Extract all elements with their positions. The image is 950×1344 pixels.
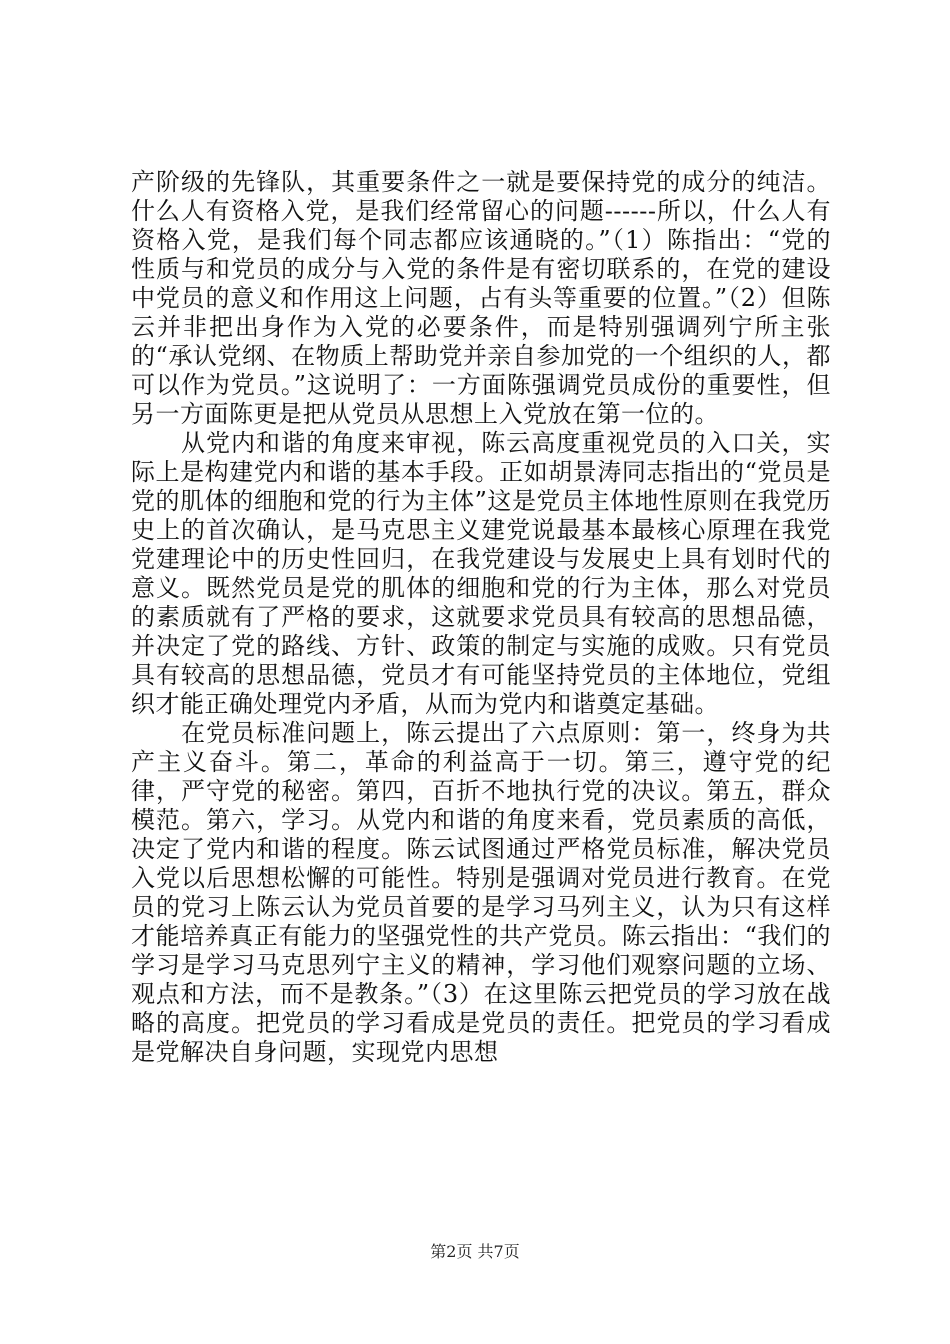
paragraph-member-standards: 在党员标准问题上，陈云提出了六点原则：第一，终身为共产主义奋斗。第二，革命的利益高于一切。第三，遵守党的纪律，严守党的秘密。第四，百折不地执行党的决议。第五，群众模范。第六，学习。从党内和谐的角度来看，党员素质的高低，决定了党内和谐的程度。陈云试图通过严格党员标准，解决党员入党以后思想松懈的可能性。特别是强调对党员进行教育。在党员的党习上陈云认为党员首要的是学习马列主义，认为只有这样才能培养真正有能力的坚强党性的共产党员。陈云指出：“我们的学习是学习马克思列宁主义的精神，学习他们观察问题的立场、观点和方法，而不是教条。”（3）在这里陈云把党员的学习放在战略的高度。把党员的学习看成是党员的责任。把党员的学习看成是党解决自身问题，实现党内思想: [131, 719, 831, 1066]
paragraph-party-harmony: 从党内和谐的角度来审视，陈云高度重视党员的入口关，实际上是构建党内和谐的基本手段。正如胡景涛同志指出的“党员是党的肌体的细胞和党的行为主体”这是党员主体地性原则在我党历史上的首次确认，是马克思主义建党说最基本最核心原理在我党党建理论中的历史性回归，在我党建设与发展史上具有划时代的意义。既然党员是党的肌体的细胞和党的行为主体，那么对党员的素质就有了严格的要求，这就要求党员具有较高的思想品德，并决定了党的路线、方针、政策的制定与实施的成败。只有党员具有较高的思想品德，党员才有可能坚持党员的主体地位，党组织才能正确处理党内矛盾，从而为党内和谐奠定基础。: [131, 429, 831, 718]
document-body: [131, 168, 831, 1067]
paragraph-continuation: 产阶级的先锋队，其重要条件之一就是要保持党的成分的纯洁。什么人有资格入党，是我们经常留心的问题------所以，什么人有资格入党，是我们每个同志都应该通晓的。”（1）陈指出：“党的性质与和党员的成分与入党的条件是有密切联系的，在党的建设中党员的意义和作用这上问题，占有头等重要的位置。”（2）但陈云并非把出身作为入党的必要条件，而是特别强调列宁所主张的“承认党纲、在物质上帮助党并亲自参加党的一个组织的人，都可以作为党员。”这说明了：一方面陈强调党员成份的重要性，但另一方面陈更是把从党员从思想上入党放在第一位的。: [131, 168, 831, 428]
page-footer: 第2页 共7页: [430, 1242, 520, 1261]
